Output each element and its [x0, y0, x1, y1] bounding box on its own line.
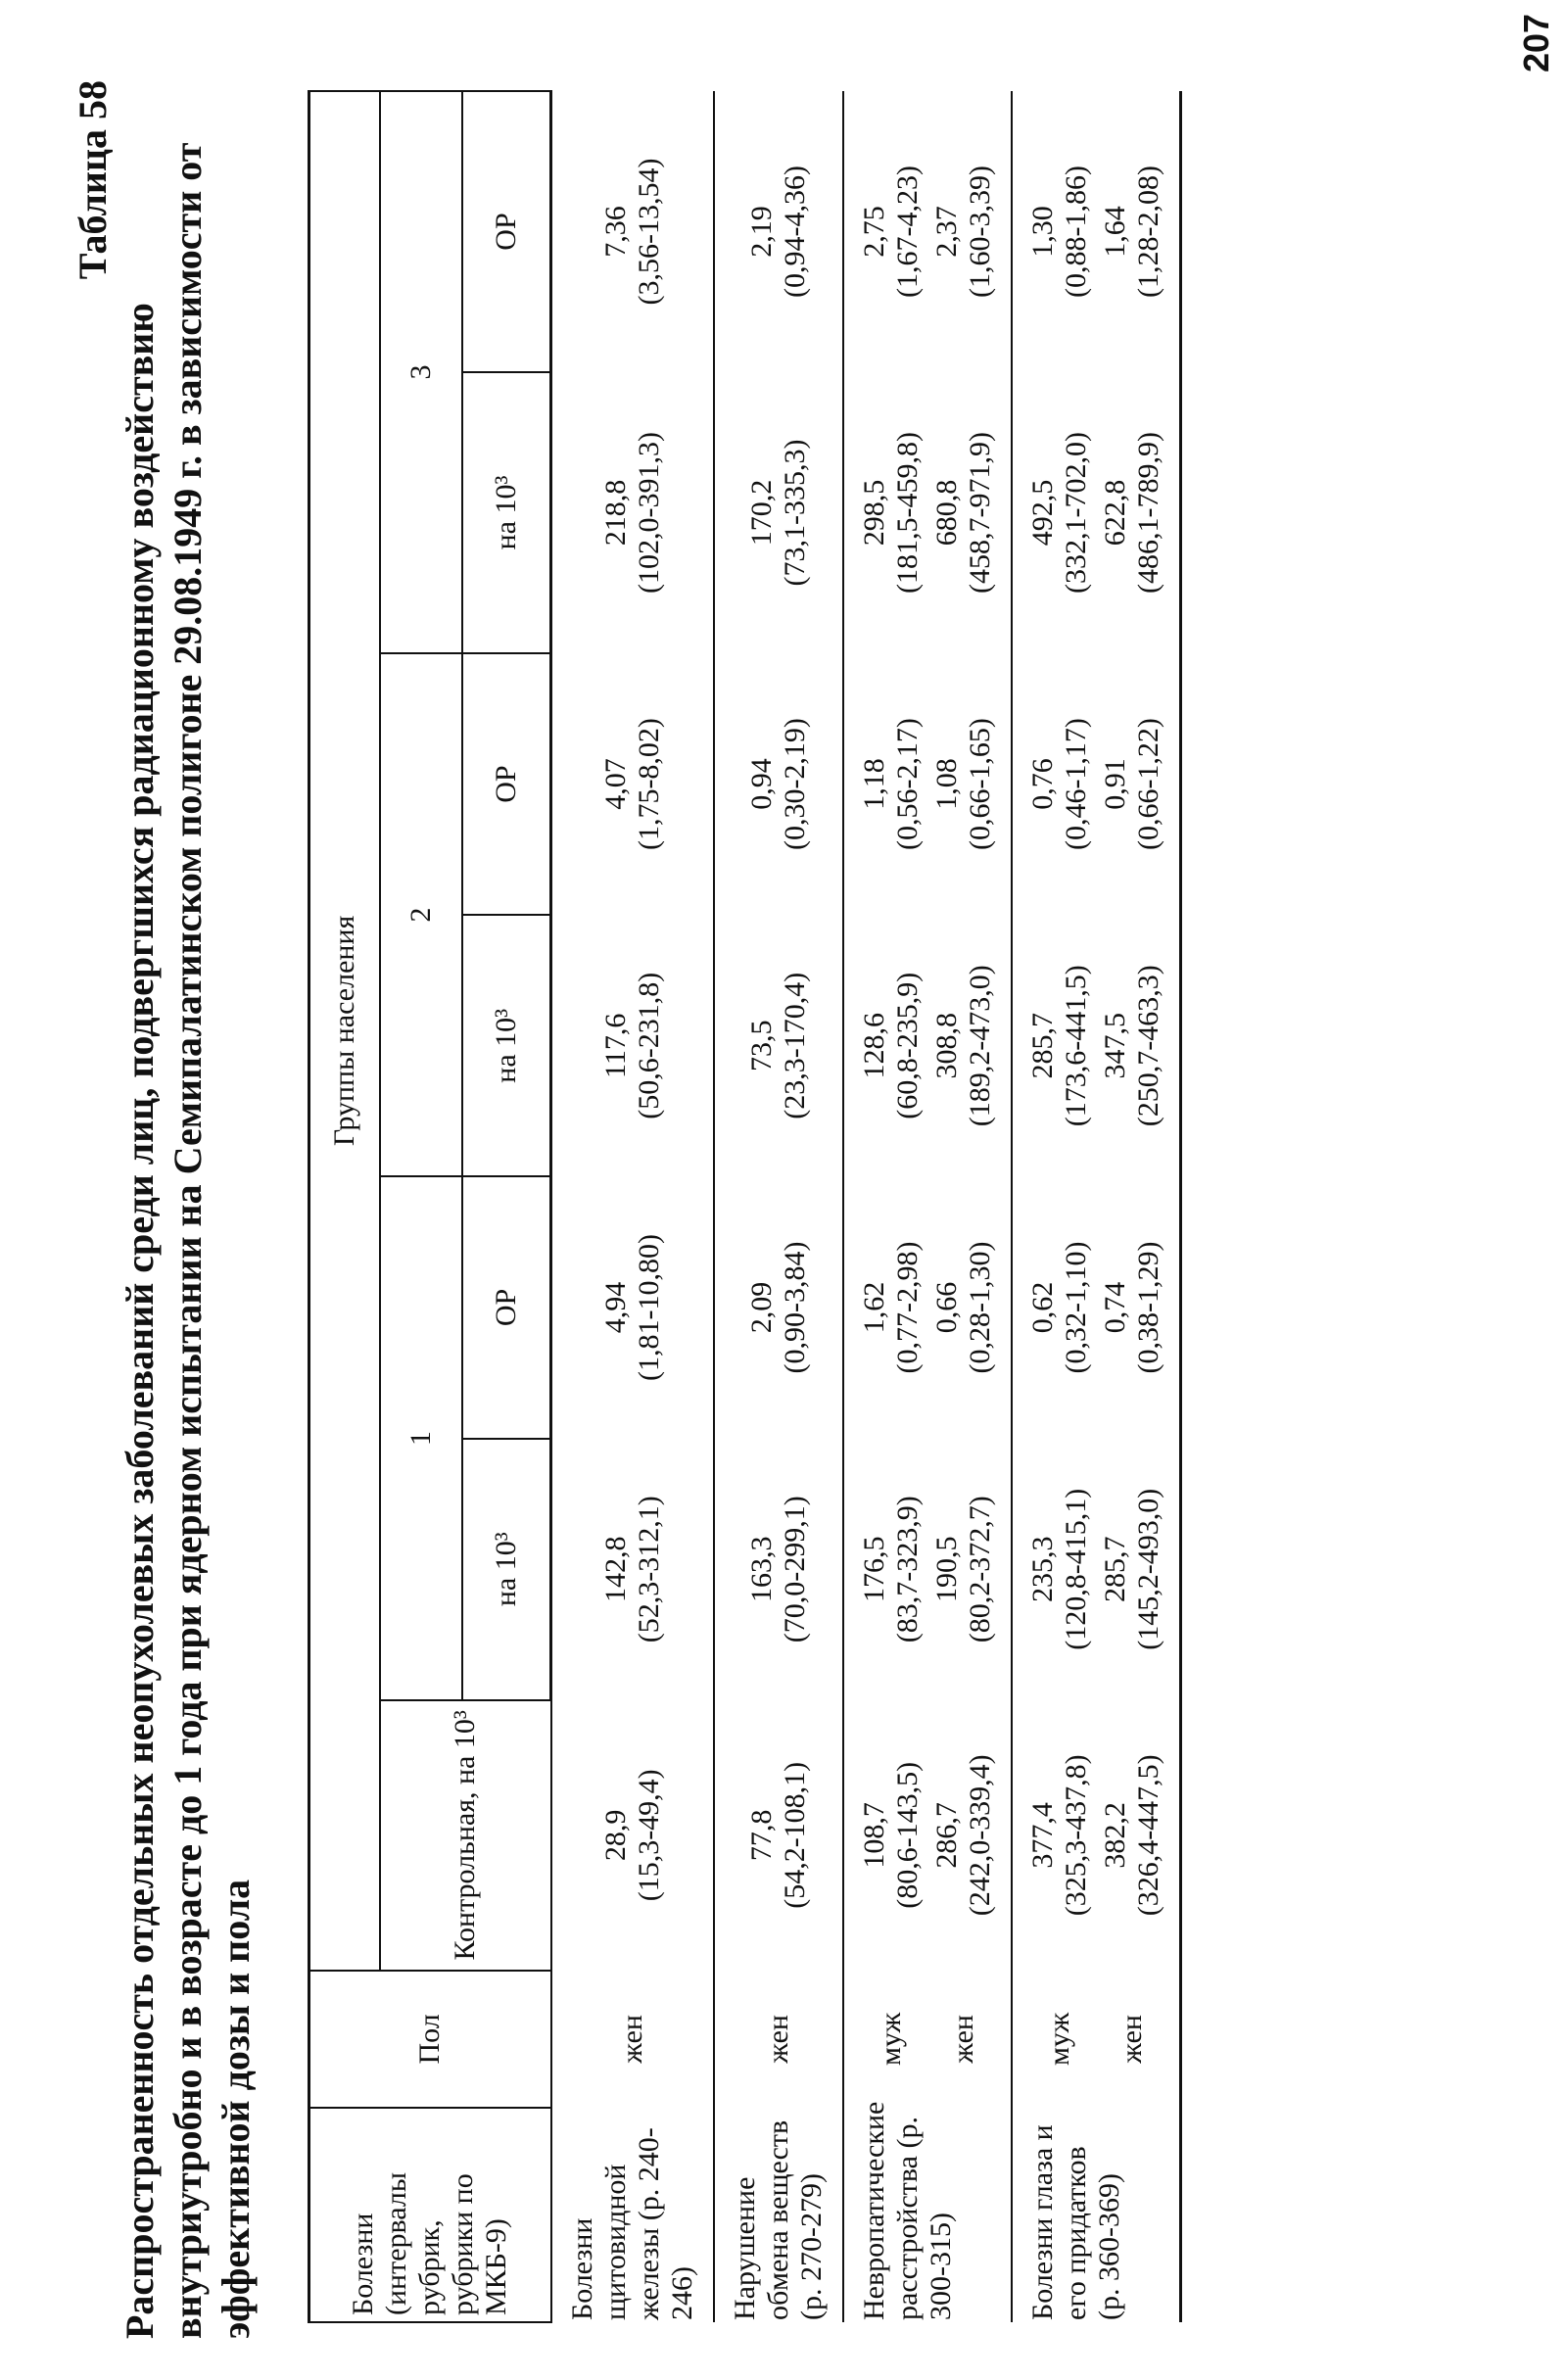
g3-or-ci: (1,28-2,08) — [1131, 166, 1164, 298]
control-value: 382,2 — [1098, 1802, 1131, 1869]
g1-per-ci: (120,8-415,1) — [1059, 1488, 1092, 1650]
g3-per-cell — [927, 372, 1012, 653]
g1-per-value: 235,3 — [1025, 1536, 1059, 1602]
sex-cell: жен — [927, 1971, 1012, 2108]
control-value: 28,9 — [598, 1809, 632, 1862]
g2-or-value: 0,91 — [1098, 758, 1131, 810]
g1-or-value: 0,66 — [929, 1281, 963, 1334]
g2-or-ci: (0,56-2,17) — [890, 718, 924, 851]
g3-or-cell — [714, 91, 843, 372]
table-row — [551, 91, 714, 2322]
g3-or-value: 2,37 — [929, 206, 963, 258]
g3-per-cell — [714, 372, 843, 653]
g3-per-cell — [551, 372, 714, 653]
g1-per-cell — [1096, 1439, 1181, 1700]
g1-per-cell — [843, 1439, 927, 1700]
g1-or-ci: (0,32-1,10) — [1059, 1241, 1092, 1374]
control-ci: (326,4-447,5) — [1131, 1754, 1164, 1917]
g2-per-cell — [551, 915, 714, 1176]
table-row — [843, 91, 927, 2322]
sex-cell: муж — [1042, 2012, 1075, 2067]
header-group-2: 2 — [380, 653, 462, 1176]
g1-or-value: 4,94 — [598, 1281, 632, 1334]
data-table — [308, 90, 1182, 2323]
g2-or-cell — [551, 653, 714, 915]
g1-per-cell — [1012, 1439, 1096, 1700]
g2-per-cell — [927, 915, 1012, 1176]
g1-or-ci: (0,77-2,98) — [890, 1241, 924, 1374]
g1-per-ci: (52,3-312,1) — [632, 1496, 665, 1643]
g2-or-cell — [1012, 653, 1096, 915]
g1-or-cell — [714, 1176, 843, 1438]
header-g2-per-1000: на 10³ — [462, 915, 551, 1176]
header-g3-or: ОР — [462, 91, 551, 372]
control-ci: (15,3-49,4) — [632, 1769, 665, 1902]
header-g3-per-1000: на 10³ — [462, 372, 551, 653]
header-group-3: 3 — [380, 91, 462, 653]
g2-per-ci: (60,8-235,9) — [890, 972, 924, 1119]
g2-per-value: 285,7 — [1025, 1013, 1059, 1079]
g2-per-value: 308,8 — [929, 1013, 963, 1079]
g2-per-value: 347,5 — [1098, 1013, 1131, 1079]
control-cell — [843, 1700, 927, 1971]
g3-per-ci: (181,5-459,8) — [890, 431, 924, 594]
g3-per-value: 622,8 — [1098, 479, 1131, 547]
control-ci: (242,0-339,4) — [963, 1754, 996, 1917]
g3-per-value: 218,8 — [598, 479, 632, 547]
table-row — [1012, 91, 1096, 2322]
g3-per-value: 492,5 — [1025, 479, 1059, 547]
g2-per-cell — [714, 915, 843, 1176]
control-value: 377,4 — [1025, 1802, 1059, 1869]
g1-per-ci: (70,0-299,1) — [778, 1496, 811, 1643]
disease-cell: Болезни глаза и его придатков (р. 360-369) — [1012, 2108, 1181, 2322]
g1-per-ci: (83,7-323,9) — [890, 1496, 924, 1643]
g3-per-value: 170,2 — [744, 479, 778, 547]
g1-or-cell — [1012, 1176, 1096, 1438]
header-diseases: Болезни (интервалы рубрик, рубрики по МКБ-9) — [309, 2108, 551, 2322]
g1-per-value: 142,8 — [598, 1536, 632, 1602]
table-caption — [71, 80, 260, 2339]
control-cell — [551, 1700, 714, 1971]
g3-or-value: 2,19 — [744, 206, 778, 258]
g1-or-value: 2,09 — [744, 1281, 778, 1334]
g2-or-value: 1,18 — [857, 758, 890, 810]
control-ci: (325,3-437,8) — [1059, 1754, 1092, 1917]
sex-cell: жен — [1096, 1971, 1181, 2108]
control-value: 286,7 — [929, 1802, 963, 1869]
g2-or-ci: (0,66-1,65) — [963, 718, 996, 851]
control-value: 77,8 — [744, 1809, 778, 1862]
g3-per-cell — [1096, 372, 1181, 653]
g3-or-value: 1,30 — [1025, 206, 1059, 258]
g3-or-cell — [1096, 91, 1181, 372]
g2-or-value: 0,76 — [1025, 758, 1059, 810]
g2-per-value: 128,6 — [857, 1013, 890, 1079]
g2-or-value: 1,08 — [929, 758, 963, 810]
g3-or-ci: (3,56-13,54) — [632, 158, 665, 306]
g2-or-ci: (0,30-2,19) — [778, 718, 811, 851]
sex-cell: муж — [874, 2012, 907, 2067]
table-container — [308, 90, 1182, 2323]
g3-or-ci: (1,67-4,23) — [890, 166, 924, 298]
g3-per-cell — [843, 372, 927, 653]
g1-or-value: 0,62 — [1025, 1281, 1059, 1334]
g2-per-value: 73,5 — [744, 1020, 778, 1072]
g1-per-ci: (80,2-372,7) — [963, 1496, 996, 1643]
header-groups: Группы населения — [309, 91, 381, 1971]
control-cell — [927, 1700, 1012, 1971]
g2-or-ci: (0,66-1,22) — [1131, 718, 1164, 851]
control-cell — [1096, 1700, 1181, 1971]
control-value: 108,7 — [857, 1802, 890, 1869]
sex-cell: жен — [714, 1971, 843, 2108]
g2-or-ci: (1,75-8,02) — [632, 718, 665, 851]
header-sex: Пол — [309, 1971, 551, 2108]
g2-per-cell — [843, 915, 927, 1176]
g3-per-value: 298,5 — [857, 479, 890, 547]
g3-or-value: 1,64 — [1098, 206, 1131, 258]
header-g1-per-1000: на 10³ — [462, 1439, 551, 1700]
g3-per-ci: (458,7-971,9) — [963, 431, 996, 594]
g2-or-cell — [927, 653, 1012, 915]
g2-or-value: 0,94 — [744, 758, 778, 810]
g2-per-ci: (50,6-231,8) — [632, 972, 665, 1119]
control-ci: (54,2-108,1) — [778, 1761, 811, 1909]
g2-or-cell — [1096, 653, 1181, 915]
g3-or-ci: (0,88-1,86) — [1059, 166, 1092, 298]
g2-per-cell — [1096, 915, 1181, 1176]
g3-or-cell — [843, 91, 927, 372]
disease-cell: Нарушение обмена веществ (р. 270-279) — [714, 2108, 843, 2322]
g3-or-value: 7,36 — [598, 206, 632, 258]
g2-or-value: 4,07 — [598, 758, 632, 810]
g1-per-value: 163,3 — [744, 1536, 778, 1602]
g2-or-cell — [843, 653, 927, 915]
g1-or-ci: (0,38-1,29) — [1131, 1241, 1164, 1374]
table-row — [1096, 91, 1181, 2322]
g2-per-cell — [1012, 915, 1096, 1176]
g1-or-value: 0,74 — [1098, 1281, 1131, 1334]
g3-per-ci: (102,0-391,3) — [632, 431, 665, 594]
sex-cell: жен — [551, 1971, 714, 2108]
disease-cell: Невропатические расстройства (р. 300-315) — [843, 2108, 1012, 2322]
g3-or-value: 2,75 — [857, 206, 890, 258]
table-title: Распространенность отдельных неопухолевых заболеваний среди лиц, подвергшихся радиационному воздействию внутриутробно и в возрасте до 1 года при ядерном испытании на Семипалатинском полигоне 29.08.1949 г. в зависимости от эффективной дозы и пола — [118, 142, 258, 2339]
control-cell — [1012, 1700, 1096, 1971]
g1-or-cell — [927, 1176, 1012, 1438]
g3-per-ci: (486,1-789,9) — [1131, 431, 1164, 594]
control-ci: (80,6-143,5) — [890, 1761, 924, 1909]
g2-per-ci: (189,2-473,0) — [963, 965, 996, 1127]
g2-per-value: 117,6 — [598, 1013, 632, 1078]
table-row — [927, 91, 1012, 2322]
g1-per-cell — [714, 1439, 843, 1700]
g2-per-ci: (23,3-170,4) — [778, 972, 811, 1119]
g1-or-ci: (0,28-1,30) — [963, 1241, 996, 1374]
header-control: Контрольная, на 10³ — [380, 1700, 551, 1971]
g1-or-value: 1,62 — [857, 1281, 890, 1334]
g1-or-cell — [1096, 1176, 1181, 1438]
g1-or-ci: (0,90-3,84) — [778, 1241, 811, 1374]
table-row — [714, 91, 843, 2322]
g3-per-value: 680,8 — [929, 479, 963, 547]
g1-or-cell — [843, 1176, 927, 1438]
g1-per-cell — [927, 1439, 1012, 1700]
disease-cell: Болезни щитовидной железы (р. 240-246) — [551, 2108, 714, 2322]
g3-per-ci: (332,1-702,0) — [1059, 431, 1092, 594]
g2-or-cell — [714, 653, 843, 915]
header-group-1: 1 — [380, 1176, 462, 1699]
g2-or-ci: (0,46-1,17) — [1059, 718, 1092, 851]
header-g2-or: ОР — [462, 653, 551, 915]
g1-or-cell — [551, 1176, 714, 1438]
g3-per-ci: (73,1-335,3) — [778, 439, 811, 587]
g1-per-value: 176,5 — [857, 1536, 890, 1602]
g3-or-ci: (1,60-3,39) — [963, 166, 996, 298]
g1-or-ci: (1,81-10,80) — [632, 1234, 665, 1381]
control-cell — [714, 1700, 843, 1971]
g3-or-ci: (0,94-4,36) — [778, 166, 811, 298]
g1-per-value: 190,5 — [929, 1536, 963, 1602]
header-g1-or: ОР — [462, 1176, 551, 1438]
g3-or-cell — [927, 91, 1012, 372]
g1-per-ci: (145,2-493,0) — [1131, 1488, 1164, 1650]
page-number: 207 — [1516, 13, 1556, 72]
g1-per-cell — [551, 1439, 714, 1700]
g3-or-cell — [1012, 91, 1096, 372]
g2-per-ci: (173,6-441,5) — [1059, 965, 1092, 1127]
g1-per-value: 285,7 — [1098, 1536, 1131, 1602]
g2-per-ci: (250,7-463,3) — [1131, 965, 1164, 1127]
table-number: Таблица 58 — [71, 80, 115, 280]
g3-or-cell — [551, 91, 714, 372]
g3-per-cell — [1012, 372, 1096, 653]
